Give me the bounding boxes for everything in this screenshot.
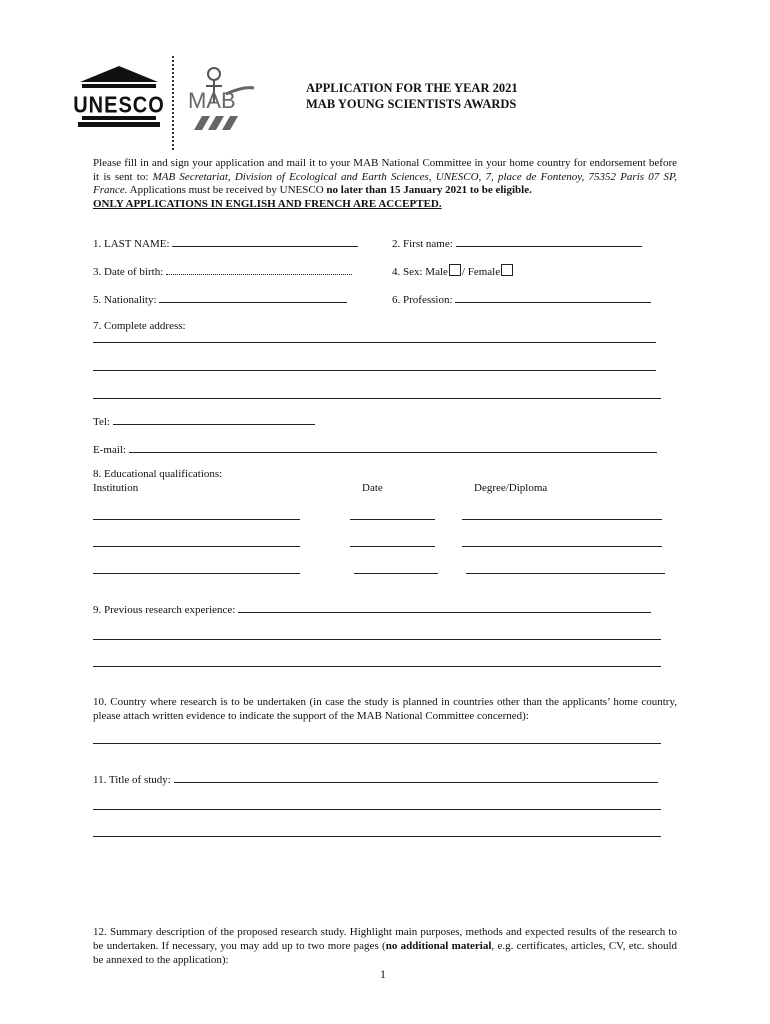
address-label: 7. Complete address: <box>93 320 186 332</box>
male-checkbox[interactable] <box>449 264 461 276</box>
tel-row <box>93 414 315 429</box>
research-row <box>93 602 651 617</box>
address-line-1[interactable] <box>93 342 656 343</box>
tel-label: Tel: <box>93 416 110 428</box>
nationality-field[interactable] <box>159 292 347 303</box>
col-institution: Institution <box>93 482 139 494</box>
summary-text: 12. Summary description of the proposed research study. Highlight main purposes, methods and expected results of the research to be undertaken. If necessary, you may add up to two more pages ( <box>93 926 677 952</box>
profession-label: 6. Profession: <box>392 294 453 306</box>
first-name-label: 2. First name: <box>392 238 453 250</box>
title-label: 11. Title of study: <box>93 774 171 786</box>
education-label: 8. Educational qualifications: <box>93 468 223 480</box>
profession-row <box>392 292 651 307</box>
sex-male-label: 4. Sex: Male <box>392 266 448 278</box>
form-title <box>306 80 518 112</box>
page-number: 1 <box>380 967 386 981</box>
summary-bold: no additional material <box>385 940 492 952</box>
first-name-row <box>392 236 642 251</box>
research-field[interactable] <box>238 602 651 613</box>
summary-text-2: , e.g. certificates, articles, CV, etc. should be annexed to the application): <box>93 940 678 966</box>
date-line-2[interactable] <box>350 546 435 547</box>
secretariat-address: MAB Secretariat, Division of Ecological and Earth Sciences, UNESCO, 7, place de Fontenoy, 75352 Paris 07 SP, France. <box>93 170 677 196</box>
email-field[interactable] <box>129 442 657 453</box>
instructions-text-2: Applications must be received by UNESCO <box>127 184 327 196</box>
research-line-3[interactable] <box>93 666 661 667</box>
logo-divider <box>172 56 178 150</box>
nationality-row <box>93 292 347 307</box>
title-line-2[interactable] <box>93 809 661 810</box>
sex-female-label: / Female <box>461 266 501 278</box>
address-line-2[interactable] <box>93 370 656 371</box>
date-line-3[interactable] <box>354 573 438 574</box>
language-note: ONLY APPLICATIONS IN ENGLISH AND FRENCH ARE ACCEPTED. <box>93 197 442 210</box>
last-name-label: 1. LAST NAME: <box>93 238 170 250</box>
title-line-1: APPLICATION FOR THE YEAR 2021 <box>306 81 518 95</box>
profession-field[interactable] <box>455 292 651 303</box>
dob-row <box>93 264 352 279</box>
nationality-label: 5. Nationality: <box>93 294 157 306</box>
unesco-logo <box>73 64 165 130</box>
date-line-1[interactable] <box>350 519 435 520</box>
address-line-3[interactable] <box>93 398 661 399</box>
institution-line-1[interactable] <box>93 519 300 520</box>
female-checkbox[interactable] <box>501 264 513 276</box>
mab-logo-text: MAB <box>188 88 236 113</box>
sex-row <box>392 264 514 279</box>
country-label: 10. Country where research is to be undertaken (in case the study is planned in countries other than the applicants’ home country, please attach written evidence to indicate the support of the MAB National Committee concerned): <box>93 696 677 722</box>
summary-label <box>93 925 677 967</box>
first-name-field[interactable] <box>456 236 642 247</box>
instructions-text: Please fill in and sign your application and mail it to your MAB National Committee in your home country for endorsement before it is sent to: <box>93 157 677 183</box>
research-line-2[interactable] <box>93 639 661 640</box>
title-line-3[interactable] <box>93 836 661 837</box>
email-row <box>93 442 657 457</box>
degree-line-1[interactable] <box>462 519 662 520</box>
col-degree: Degree/Diploma <box>474 482 548 494</box>
tel-field[interactable] <box>113 414 315 425</box>
title-line-2: MAB YOUNG SCIENTISTS AWARDS <box>306 97 517 111</box>
deadline: no later than 15 January 2021 to be eligible. <box>326 184 532 196</box>
degree-line-3[interactable] <box>466 573 665 574</box>
institution-line-2[interactable] <box>93 546 300 547</box>
mab-logo <box>186 64 256 132</box>
email-label: E-mail: <box>93 444 126 456</box>
research-label: 9. Previous research experience: <box>93 604 236 616</box>
col-date: Date <box>362 482 383 494</box>
last-name-row <box>93 236 358 251</box>
last-name-field[interactable] <box>172 236 358 247</box>
title-row <box>93 772 658 787</box>
institution-line-3[interactable] <box>93 573 300 574</box>
instructions <box>93 157 677 211</box>
dob-field[interactable] <box>166 264 352 275</box>
unesco-logo-text: UNESCO <box>73 90 165 118</box>
degree-line-2[interactable] <box>462 546 662 547</box>
dob-label: 3. Date of birth: <box>93 266 164 278</box>
title-field[interactable] <box>174 772 658 783</box>
country-line[interactable] <box>93 743 661 744</box>
